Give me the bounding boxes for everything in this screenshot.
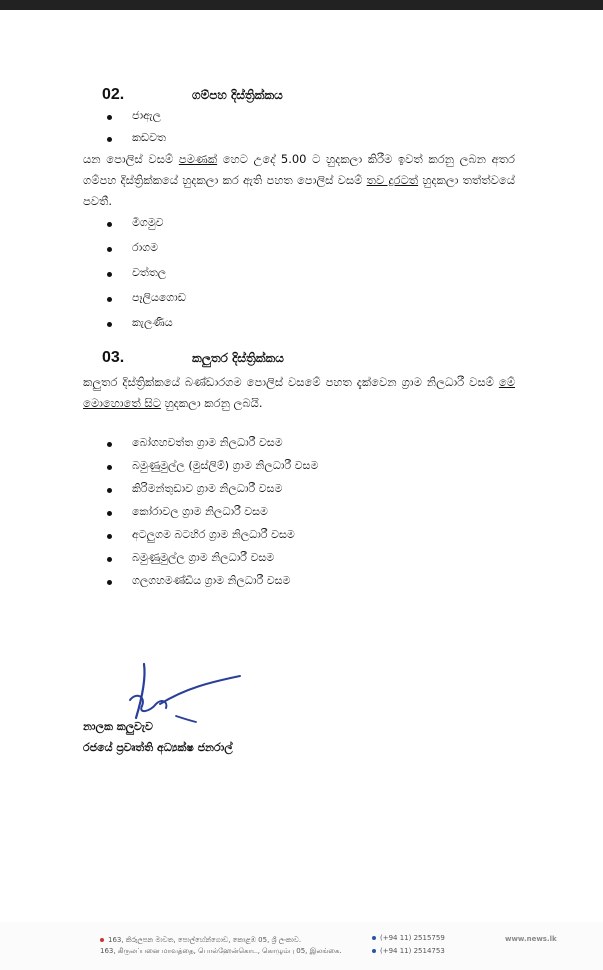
section-02-list-b: [102, 216, 186, 341]
underlined-text: පමණක්: [178, 152, 218, 166]
footer-address-text: 163, கிருலப்பனை மாவத்தை, பொல்ஹேன்கொட, கொழும்பு 05, இலங்கை.: [100, 947, 342, 955]
bullet-icon: [100, 938, 104, 942]
list-item: අටලුගම බටහිර ග්‍රාම නිලධාරී වසම: [102, 528, 318, 551]
list-item: බෝගහවත්ත ග්‍රාම නිලධාරී වසම: [102, 436, 318, 459]
section-03-heading: [102, 349, 284, 367]
footer-address-tamil: [100, 947, 342, 956]
letterhead-footer: [0, 922, 603, 970]
list-item: මීගමුව: [102, 216, 186, 241]
screen-top-bar: [0, 0, 603, 10]
signature-image: [116, 658, 246, 728]
footer-website: www.news.lk: [505, 935, 557, 943]
footer-fax: [372, 947, 445, 955]
footer-address-sinhala: [100, 936, 301, 945]
list-item: බමුණුමුල්ල (මුස්ලිම්) ග්‍රාම නිලධාරී වසම: [102, 459, 318, 482]
footer-telephone: [372, 934, 445, 942]
section-02-list-a: [102, 109, 166, 153]
underlined-text: මේ මොහොතේ සිට: [83, 375, 515, 410]
list-item: රාගම: [102, 241, 186, 266]
signatory-title: රජයේ ප්‍රවෘත්ති අධ්‍යක්ෂ ජනරාල්: [83, 741, 233, 754]
paragraph-text: කලුතර දිස්ත්‍රික්කයේ බණ්ඩාරගම පොලිස් වසමේ පහත දැක්වෙන ග්‍රාම නිලධාරී වසම්: [83, 375, 499, 389]
section-02-title: ගම්පහ දිස්ත්‍රික්කය: [192, 88, 283, 102]
paragraph-text: යන පොලිස් වසම්: [83, 152, 179, 166]
paragraph-text: හෙට උදේ 5.00 ට හුදකලා කිරීම ඉවත් කරනු ලබන අතර ගම්පහ දිස්ත්‍රික්කයේ හුදකලා කර ඇති පහත පොලිස් වසම්: [83, 152, 516, 187]
document-page: [0, 10, 603, 960]
list-item: වත්තල: [102, 266, 186, 291]
list-item: කිරිමන්තුඩාව ග්‍රාම නිලධාරී වසම: [102, 482, 318, 505]
list-item: ගලගහමණ්ඩිය ග්‍රාම නිලධාරී වසම: [102, 574, 318, 597]
list-item: කැලණිය: [102, 316, 186, 341]
phone-icon: [372, 936, 376, 940]
list-item: පෑලියගොඩ: [102, 291, 186, 316]
list-item: බමුණුමුල්ල ග්‍රාම නිලධාරී වසම: [102, 551, 318, 574]
fax-icon: [372, 949, 376, 953]
footer-fax-number: (+94 11) 2514753: [380, 947, 445, 955]
section-02-number: 02.: [102, 86, 125, 103]
section-03-paragraph: [83, 372, 515, 414]
section-03-list: [102, 436, 318, 597]
list-item: ජාඇල: [102, 109, 166, 131]
footer-address-text: 163, කිරුලපන මාවත, පොල්හේන්ගොඩ, කොළඹ 05, ශ්‍රී ලංකාව.: [108, 936, 302, 944]
underlined-text: තව දුරටත්: [366, 173, 419, 187]
paragraph-text: හුදකලා කරනු ලබයි.: [160, 396, 263, 410]
paragraph-text: හුදකලා තත්ත්වයේ පවතී.: [83, 173, 515, 208]
footer-tel-number: (+94 11) 2515759: [380, 934, 445, 942]
list-item: කෝරාවල ග්‍රාම නිලධාරී වසම: [102, 505, 318, 528]
section-03-title: කලුතර දිස්ත්‍රික්කය: [192, 351, 284, 365]
section-03-number: 03.: [102, 349, 125, 366]
section-02-heading: [102, 86, 283, 104]
list-item: කඩවත: [102, 131, 166, 153]
section-02-paragraph: [83, 149, 515, 212]
signatory-name: නාලක කලුවැව: [83, 720, 153, 733]
